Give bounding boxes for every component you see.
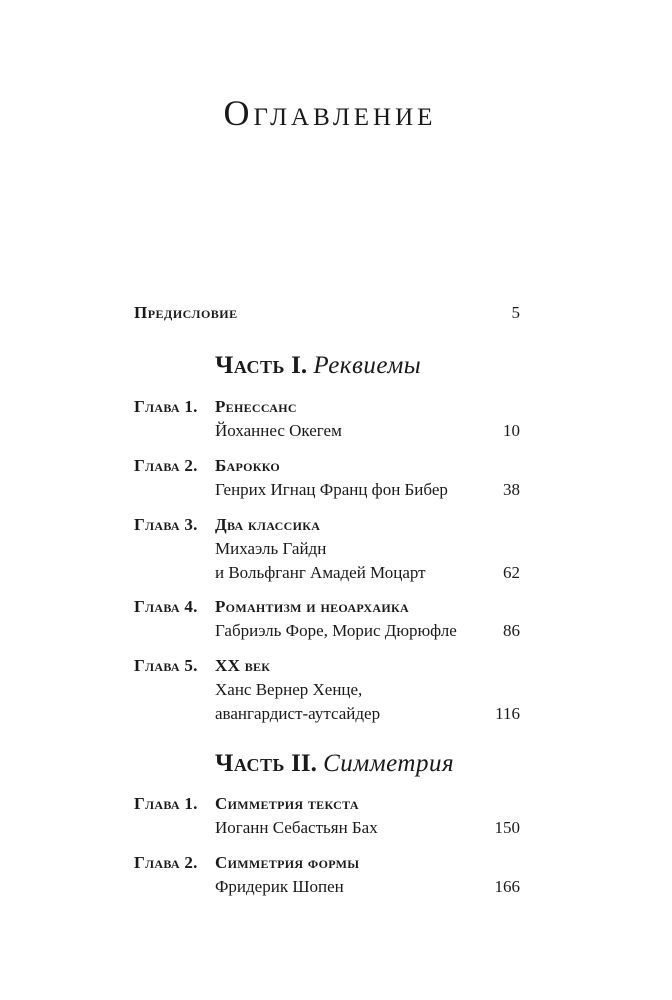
page-number: 166 [494, 877, 520, 896]
preface-page: 5 [511, 303, 520, 322]
chapter-subtitle: авангардист-аутсайдер [215, 704, 381, 723]
toc-entry [134, 454, 520, 502]
chapter-title: Романтизм и неоархаика [215, 597, 409, 616]
page-number: 10 [503, 421, 520, 440]
part-heading-1 [215, 352, 421, 380]
part-label: Часть [215, 352, 285, 379]
chapter-subtitle: Фридерик Шопен [215, 877, 344, 896]
page-title: Оглавление [223, 93, 437, 133]
chapter-label: Глава 4. [134, 597, 198, 616]
part-number: I. [291, 352, 308, 379]
chapter-label: Глава 5. [134, 656, 198, 675]
chapter-label: Глава 1. [134, 794, 198, 813]
toc-entry [134, 792, 520, 840]
chapter-title: XX век [215, 656, 271, 675]
part-label: Часть [215, 750, 285, 777]
part-title: Реквиемы [313, 352, 422, 379]
page-number: 38 [503, 480, 520, 499]
page-number: 150 [494, 818, 520, 837]
toc-entry-preface [134, 303, 520, 323]
chapter-subtitle: Ханс Вернер Хенце, [215, 680, 363, 699]
chapter-subtitle: Генрих Игнац Франц фон Бибер [215, 480, 448, 499]
chapter-title: Барокко [215, 456, 281, 475]
chapter-label: Глава 3. [134, 515, 198, 534]
part-number: II. [291, 750, 317, 777]
part-heading-2 [215, 750, 454, 778]
chapter-title: Симметрия формы [215, 853, 360, 872]
chapter-subtitle: и Вольфганг Амадей Моцарт [215, 563, 426, 582]
chapter-subtitle: Иоганн Себастьян Бах [215, 818, 378, 837]
page-number: 62 [503, 563, 520, 582]
chapter-label: Глава 2. [134, 853, 198, 872]
toc-entry [134, 595, 520, 643]
toc-entry [134, 654, 520, 726]
page-number: 86 [503, 621, 520, 640]
chapter-title: Симметрия текста [215, 794, 359, 813]
chapter-label: Глава 2. [134, 456, 198, 475]
chapter-subtitle: Габриэль Форе, Морис Дюрюфле [215, 621, 457, 640]
chapter-title: Два классика [215, 515, 321, 534]
chapter-label: Глава 1. [134, 397, 198, 416]
chapter-subtitle: Михаэль Гайдн [215, 539, 327, 558]
chapter-title: Ренессанс [215, 397, 297, 416]
page-number: 116 [495, 704, 520, 723]
toc-entry [134, 513, 520, 585]
part-title: Симметрия [323, 750, 455, 777]
chapter-subtitle: Йоханнес Океге‌м [215, 421, 342, 440]
preface-label: Предисловие [134, 303, 238, 322]
toc-entry [134, 395, 520, 443]
toc-entry [134, 851, 520, 899]
